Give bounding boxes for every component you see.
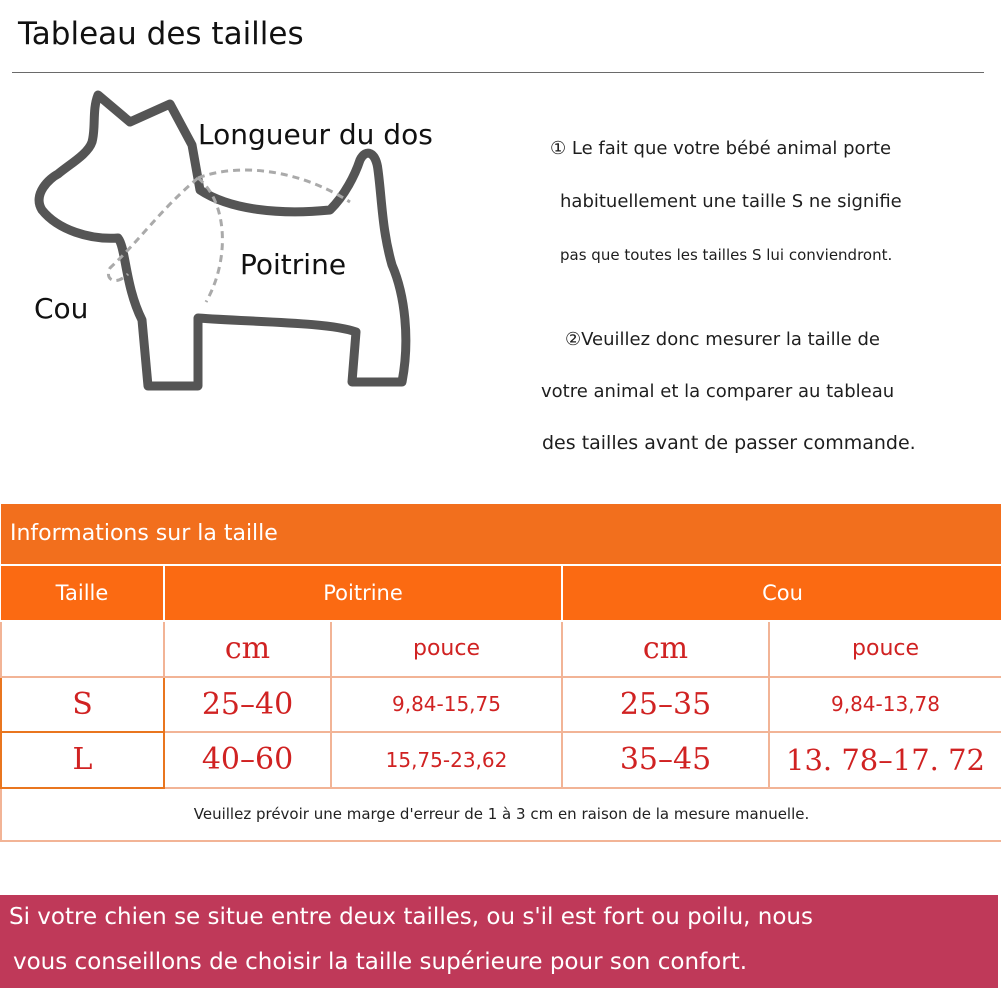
chest-inch-cell: 9,84-15,75 xyxy=(331,677,562,732)
chest-inch-cell: 15,75-23,62 xyxy=(331,732,562,787)
note-line-4: ②Veuillez donc mesurer la taille de xyxy=(565,329,880,350)
header-neck: Cou xyxy=(562,565,1001,622)
unit-empty-cell xyxy=(1,621,164,676)
header-size: Taille xyxy=(1,565,164,622)
table-footnote-row xyxy=(1,788,1001,841)
neck-inch-cell: 9,84-13,78 xyxy=(769,677,1001,732)
unit-neck-cm: cm xyxy=(562,621,769,676)
chest-cm-cell: 40–60 xyxy=(164,732,331,787)
note-line-2: habituellement une taille S ne signifie xyxy=(560,191,902,212)
table-row xyxy=(1,732,1001,787)
table-title-row xyxy=(1,504,1001,565)
title-divider xyxy=(12,72,984,73)
table-row xyxy=(1,677,1001,732)
chest-cm-cell: 25–40 xyxy=(164,677,331,732)
page-title: Tableau des tailles xyxy=(18,16,304,52)
header-chest: Poitrine xyxy=(164,565,562,622)
note-line-1: ① Le fait que votre bébé animal porte xyxy=(550,138,892,159)
neck-label: Cou xyxy=(34,292,89,325)
unit-chest-inch: pouce xyxy=(331,621,562,676)
advice-line-1: Si votre chien se situe entre deux tailles, ou s'il est fort ou poilu, nous xyxy=(9,904,813,930)
size-cell: L xyxy=(1,732,164,787)
size-cell: S xyxy=(1,677,164,732)
advice-line-2: vous conseillons de choisir la taille supérieure pour son confort. xyxy=(13,949,748,975)
chest-label: Poitrine xyxy=(240,248,347,281)
unit-chest-cm: cm xyxy=(164,621,331,676)
back-length-label: Longueur du dos xyxy=(198,118,433,151)
table-header-row xyxy=(1,565,1001,622)
note-line-6: des tailles avant de passer commande. xyxy=(542,432,916,454)
note-line-5: votre animal et la comparer au tableau xyxy=(541,381,895,402)
note-line-3: pas que toutes les tailles S lui conviendront. xyxy=(560,246,893,264)
table-footnote: Veuillez prévoir une marge d'erreur de 1 à 3 cm en raison de la mesure manuelle. xyxy=(1,788,1001,841)
neck-cm-cell: 35–45 xyxy=(562,732,769,787)
size-table xyxy=(0,504,1001,842)
table-unit-row xyxy=(1,621,1001,676)
neck-inch-cell: 13. 78–17. 72 xyxy=(769,732,1001,787)
neck-cm-cell: 25–35 xyxy=(562,677,769,732)
unit-neck-inch: pouce xyxy=(769,621,1001,676)
table-title: Informations sur la taille xyxy=(1,504,1001,565)
